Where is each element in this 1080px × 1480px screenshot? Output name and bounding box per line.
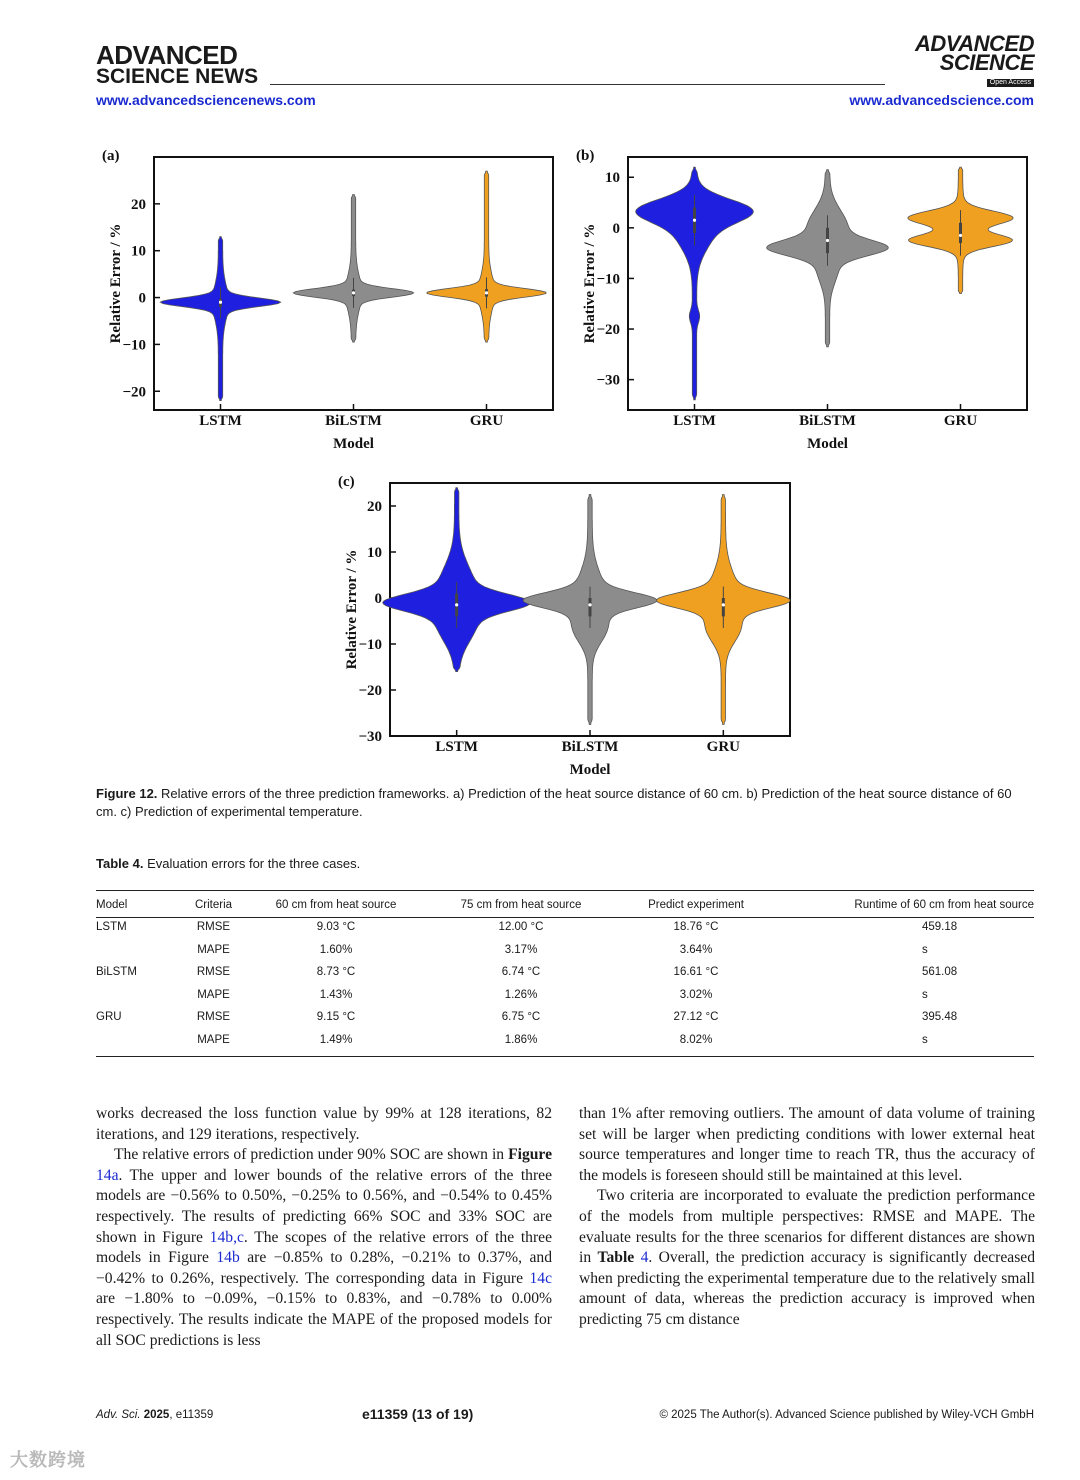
logo-right-line-1: ADVANCED xyxy=(914,31,1034,56)
evaluation-table xyxy=(96,890,1034,1057)
table-cell: RMSE xyxy=(196,1011,231,1023)
table-cell xyxy=(771,1031,1034,1057)
x-tick-label: BiLSTM xyxy=(799,413,856,429)
panel-b xyxy=(576,148,1027,452)
median-dot xyxy=(219,301,222,304)
open-access-badge: Open Access xyxy=(987,79,1034,87)
y-tick-label: 20 xyxy=(131,196,146,213)
paragraph xyxy=(96,1145,552,1351)
y-tick-label: 0 xyxy=(138,290,146,307)
y-tick-label: −30 xyxy=(358,729,382,745)
median-dot xyxy=(959,234,962,237)
table-cell: 16.61 °C xyxy=(673,966,719,978)
watermark: 大数跨境 xyxy=(10,1450,86,1470)
panel-label: (b) xyxy=(576,148,595,164)
median-dot xyxy=(485,291,488,294)
y-tick-label: −10 xyxy=(596,271,620,288)
median-dot xyxy=(722,603,725,606)
x-tick-label: BiLSTM xyxy=(561,739,619,755)
table-cell: 3.64% xyxy=(679,943,713,956)
table-cell: MAPE xyxy=(197,943,230,956)
table-cell: 1.43% xyxy=(319,988,353,1001)
x-tick-label: LSTM xyxy=(435,739,478,755)
runtime-unit: s xyxy=(922,943,928,956)
y-tick-label: 0 xyxy=(612,220,620,237)
table-cell: RMSE xyxy=(196,966,231,978)
x-axis-label: Model xyxy=(569,762,611,778)
text-run: . The scopes of the relative errors of the three models in Figure xyxy=(96,1228,552,1267)
table-row xyxy=(96,918,1034,941)
y-tick-label: −30 xyxy=(596,372,620,389)
runtime-unit: s xyxy=(922,988,928,1001)
table-cell: 3.02% xyxy=(679,988,713,1001)
table-cell: MAPE xyxy=(176,1031,251,1057)
figure-caption-label: Figure 12. xyxy=(96,786,158,801)
median-dot xyxy=(352,291,355,294)
table-cell: LSTM xyxy=(96,921,127,933)
paragraph xyxy=(579,1186,1035,1330)
figure-caption-text: Relative errors of the three prediction frameworks. a) Prediction of the heat source distance of 60 cm. b) Prediction of the heat source distance of 60 cm. c) Prediction of experimental temperature. xyxy=(96,786,1012,819)
table-cell: 27.12 °C xyxy=(673,1011,719,1023)
body-column-right xyxy=(579,1104,1035,1331)
y-axis-label: Relative Error / % xyxy=(582,223,598,344)
footer-citation xyxy=(96,1409,213,1421)
table-label: Table 4. xyxy=(96,856,144,871)
table-header: Model xyxy=(96,891,176,918)
panel-c xyxy=(338,474,790,778)
table-cell: RMSE xyxy=(196,921,231,933)
body-column-left xyxy=(96,1104,552,1351)
table-cell xyxy=(96,941,176,964)
table-header: Runtime of 60 cm from heat source xyxy=(771,891,1034,918)
x-tick-label: BiLSTM xyxy=(325,413,382,429)
y-tick-label: 10 xyxy=(367,545,382,561)
table-cell: 9.15 °C xyxy=(316,1011,356,1023)
table-cell: 1.60% xyxy=(319,943,353,956)
figure-link-14bc[interactable]: 14b,c xyxy=(209,1228,244,1246)
median-dot xyxy=(826,239,829,242)
x-tick-label: GRU xyxy=(706,739,741,755)
left-url-link[interactable]: www.advancedsciencenews.com xyxy=(96,92,316,108)
text-run: . Overall, the prediction accuracy is significantly decreased when predicting the experimental temperature due to the relatively small amount of data, whereas the prediction accuracy is improved when predicting 75 cm distance xyxy=(579,1249,1035,1328)
table-cell: 3.17% xyxy=(504,943,538,956)
text-run: are −0.85% to 0.28%, −0.21% to 0.37%, and −0.42% to 0.26%, respectively. The corresponding data in Figure xyxy=(96,1249,553,1287)
table-cell: 6.74 °C xyxy=(501,966,541,978)
table-header-row xyxy=(96,891,1034,918)
figure-caption xyxy=(96,785,1036,821)
y-tick-label: −20 xyxy=(358,683,382,699)
table-cell: 12.00 °C xyxy=(498,921,544,933)
y-tick-label: −20 xyxy=(122,384,146,401)
table-cell: MAPE xyxy=(197,988,230,1001)
table-cell xyxy=(771,918,1034,941)
logo-line-2: SCIENCE NEWS xyxy=(96,65,259,89)
y-axis-label: Relative Error / % xyxy=(108,223,124,344)
figure-link-14c[interactable]: 14c xyxy=(529,1269,552,1287)
table-cell xyxy=(96,986,176,1009)
table-cell xyxy=(771,963,1034,986)
y-tick-label: −10 xyxy=(358,637,382,653)
table-ref-label: Table xyxy=(597,1249,635,1267)
logo-line-1: ADVANCED xyxy=(96,40,238,70)
median-dot xyxy=(455,603,458,606)
y-axis-label: Relative Error / % xyxy=(344,549,360,670)
runtime-value: 561.08 xyxy=(922,966,958,978)
y-tick-label: −10 xyxy=(122,337,146,354)
table-cell: BiLSTM xyxy=(96,966,137,978)
table-title-text: Evaluation errors for the three cases. xyxy=(147,856,361,871)
table-title xyxy=(96,856,360,871)
runtime-unit: s xyxy=(922,1033,928,1046)
table-row xyxy=(96,963,1034,986)
table-cell: 6.75 °C xyxy=(501,1011,541,1023)
x-tick-label: GRU xyxy=(469,413,504,429)
panel-a xyxy=(102,148,553,452)
table-cell xyxy=(96,1031,176,1057)
table-cell: 1.49% xyxy=(251,1031,421,1057)
table-cell: 18.76 °C xyxy=(673,921,719,933)
violin-gru xyxy=(427,171,546,342)
table-cell xyxy=(771,941,1034,964)
figure-ref-label: Figure xyxy=(508,1146,552,1164)
table-row xyxy=(96,1008,1034,1031)
footer-article: , e11359 xyxy=(169,1409,214,1421)
table-cell: 9.03 °C xyxy=(316,921,356,933)
x-tick-label: GRU xyxy=(943,413,978,429)
table-row xyxy=(96,986,1034,1009)
figure-link-14b[interactable]: 14b xyxy=(216,1249,240,1267)
text-run: are −1.80% to −0.09%, −0.15% to 0.83%, and −0.78% to 0.00% respectively. The results indicate the MAPE of the proposed models for all SOC predictions is less xyxy=(96,1290,552,1349)
x-axis-label: Model xyxy=(807,436,848,452)
paragraph: works decreased the loss function value by 99% at 128 iterations, 82 iterations, and 129 iterations, respectively. xyxy=(96,1105,552,1143)
violin-bilstm xyxy=(293,195,413,343)
table-cell xyxy=(771,986,1034,1009)
median-dot xyxy=(693,219,696,222)
table-header: 60 cm from heat source xyxy=(251,891,421,918)
figure-link-14a[interactable]: 14a xyxy=(96,1166,119,1184)
panel-label: (c) xyxy=(338,474,355,490)
y-tick-label: 10 xyxy=(605,170,620,187)
right-url-link[interactable]: www.advancedscience.com xyxy=(849,92,1034,108)
footer-copyright: © 2025 The Author(s). Advanced Science published by Wiley-VCH GmbH xyxy=(659,1409,1034,1421)
panel-label: (a) xyxy=(102,148,120,164)
logo-right-line-2: SCIENCE xyxy=(939,50,1034,76)
table-header: Criteria xyxy=(176,891,251,918)
table-row xyxy=(96,941,1034,964)
violin-lstm xyxy=(383,488,531,672)
y-tick-label: 0 xyxy=(374,591,382,607)
footer-journal: Adv. Sci. xyxy=(96,1409,141,1421)
paragraph: than 1% after removing outliers. The amount of data volume of training set will be larger when predicting conditions with lower external heat source temperatures and longer time to reach TR, thus the accuracy of the models is foreseen should still be maintained at this level. xyxy=(579,1105,1035,1184)
text-run: The relative errors of prediction under 90% SOC are shown in xyxy=(114,1146,509,1164)
table-link-4[interactable]: 4 xyxy=(640,1249,649,1267)
median-dot xyxy=(588,603,591,606)
y-tick-label: 10 xyxy=(131,243,146,260)
x-axis-label: Model xyxy=(333,436,374,452)
table-cell: 1.26% xyxy=(504,988,538,1001)
runtime-value: 459.18 xyxy=(922,921,958,933)
y-tick-label: 20 xyxy=(367,499,382,515)
table-cell: GRU xyxy=(96,1011,122,1023)
table-cell: 1.86% xyxy=(421,1031,621,1057)
table-row xyxy=(96,1031,1034,1057)
table-cell: 8.73 °C xyxy=(316,966,356,978)
table-header: Predict experiment xyxy=(621,891,771,918)
table-header: 75 cm from heat source xyxy=(421,891,621,918)
y-tick-label: −20 xyxy=(596,322,620,339)
footer-page-number: e11359 (13 of 19) xyxy=(362,1406,474,1422)
text-run: . The upper and lower bounds of the relative errors of the three models are −0.56% to 0.50%, −0.25% to 0.56%, and −0.54% to 0.45% respectively. The results of predicting 66% SOC and 33% SOC are shown in Figure xyxy=(96,1166,552,1246)
runtime-value: 395.48 xyxy=(922,1011,958,1023)
table-cell: 8.02% xyxy=(621,1031,771,1057)
text-run: Two criteria are incorporated to evaluate the prediction performance of the models from multiple perspectives: RMSE and MAPE. The evaluate results for the three scenarios for different distances are shown in xyxy=(579,1187,1035,1267)
x-tick-label: LSTM xyxy=(199,413,242,429)
x-tick-label: LSTM xyxy=(673,413,716,429)
footer-year: 2025 xyxy=(143,1409,170,1421)
table-cell xyxy=(771,1008,1034,1031)
